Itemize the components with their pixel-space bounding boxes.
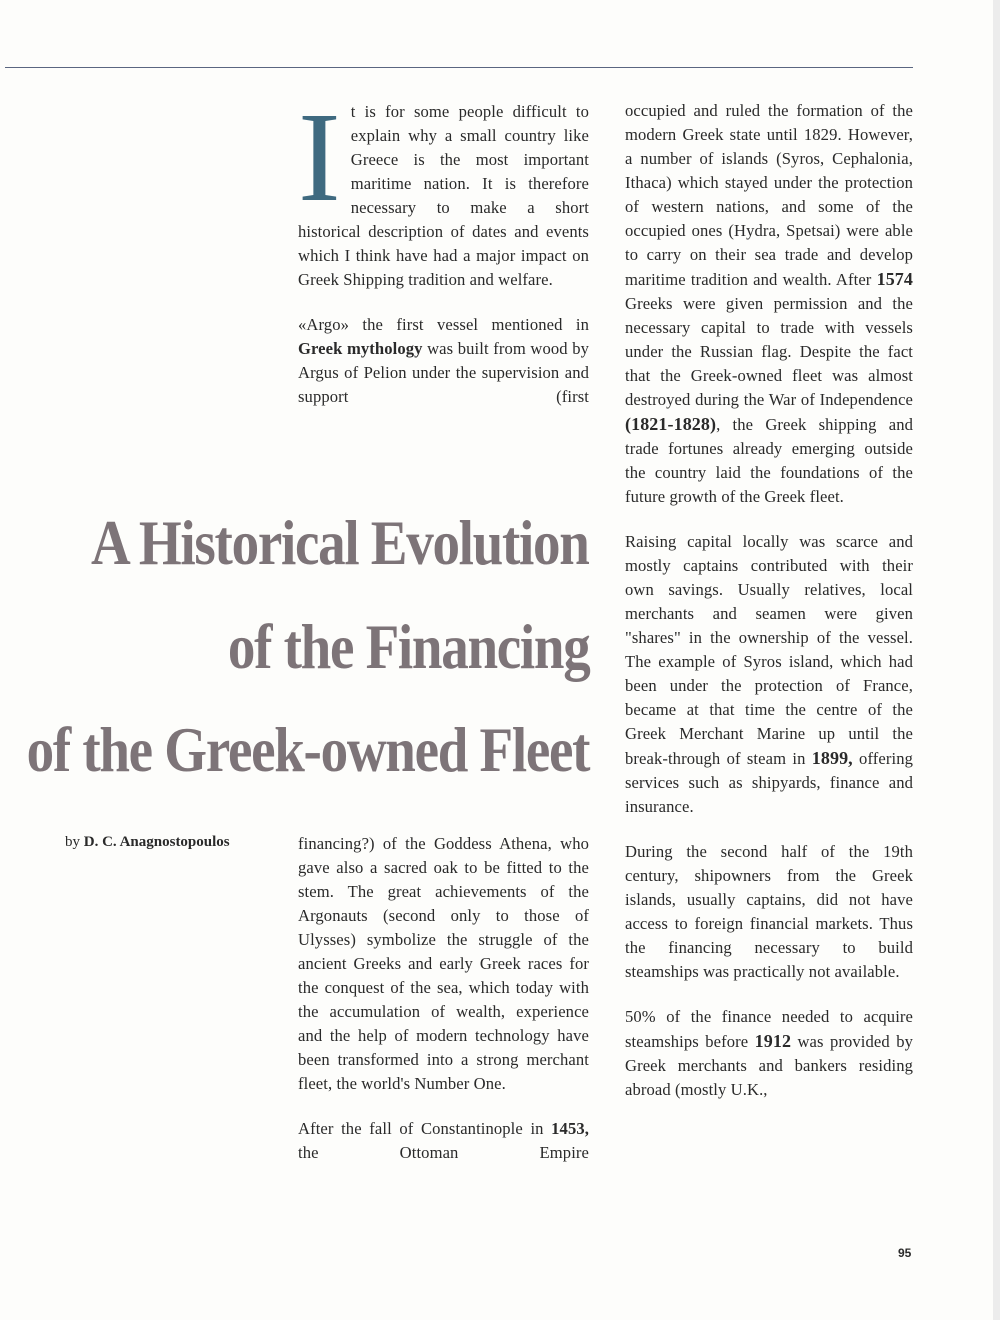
drop-cap: I xyxy=(298,86,341,228)
column-2 xyxy=(625,99,913,1123)
article-title-line-1: A Historical Evolution xyxy=(91,507,589,578)
author-name: D. C. Anagnostopoulos xyxy=(83,834,230,850)
intro-paragraph: It is for some people difficult to explain why a small country like Greece is the most important maritime nation. It is therefore necessary to make a short historical description of dates and events which I think have had a major impact on Greek Shipping tradition and welfare. xyxy=(298,86,589,289)
page-number: 95 xyxy=(898,1246,912,1260)
finance-paragraph: 50% of the finance needed to acquire steamships before 1912 was provided by Greek merchants and bankers residing abroad (mostly U.K., xyxy=(625,1007,913,1099)
year-1899: 1899, xyxy=(811,748,853,768)
capital-paragraph: Raising capital locally was scarce and mostly captains contributed with their own savings. Usually relatives, local merchants and seamen were given "shares" in the ownership of the vessel. The example of Syros island, which had been under the protection of France, became at that time the centre of the Greek Merchant Marine up until the break-through of steam in 1899, offering services such as shipyards, finance and insurance. xyxy=(625,532,913,816)
article-title-line-2: of the Financing xyxy=(227,611,589,682)
year-1574: 1574 xyxy=(876,269,913,289)
argo-paragraph: «Argo» the first vessel mentioned in Greek mythology was built from wood by Argus of Pelion under the supervision and support (first xyxy=(298,315,589,406)
nineteenth-century-paragraph: During the second half of the 19th century, shipowners from the Greek islands, usually captains, did not have access to foreign financial markets. Thus the financing necessary to build steamships was practically not available. xyxy=(625,842,913,981)
argo-continued-paragraph: financing?) of the Goddess Athena, who gave also a sacred oak to be fitted to the stem. The great achievements of the Argonauts (second only to those of Ulysses) symbolize the struggle of the ancient Greeks and early Greek races for the conquest of the sea, which today with the accumulation of wealth, experience and the help of modern technology have been transformed into a strong merchant fleet, the world's Number One. xyxy=(298,834,589,1093)
byline: by D. C. Anagnostopoulos xyxy=(65,834,230,850)
constantinople-paragraph: After the fall of Constantinople in 1453, the Ottoman Empire xyxy=(298,1119,589,1162)
top-rule xyxy=(5,67,913,68)
column-1-upper xyxy=(298,86,589,430)
year-1453: 1453, xyxy=(551,1119,589,1138)
page-edge-shadow xyxy=(993,0,1000,1320)
year-1912: 1912 xyxy=(754,1031,792,1051)
article-title-line-3: of the Greek-owned Fleet xyxy=(26,714,589,785)
bold-greek-mythology: Greek mythology xyxy=(298,339,423,358)
ottoman-paragraph: occupied and ruled the formation of the modern Greek state until 1829. However, a number of islands (Syros, Cephalonia, Ithaca) which stayed under the protection of western nations, and some of the occupied ones (Hydra, Spetsai) were able to carry on their sea trade and develop maritime tradition and wealth. After 1574 Greeks were given permission and the necessary capital to trade with vessels under the Russian flag. Despite the fact that the Greek-owned fleet was almost destroyed during the War of Independence (1821-1828), the Greek shipping and trade fortunes already emerging outside the country laid the foundations of the future growth of the Greek fleet. xyxy=(625,101,913,506)
column-1-lower xyxy=(298,832,589,1186)
years-1821-1828: (1821-1828) xyxy=(625,414,717,434)
